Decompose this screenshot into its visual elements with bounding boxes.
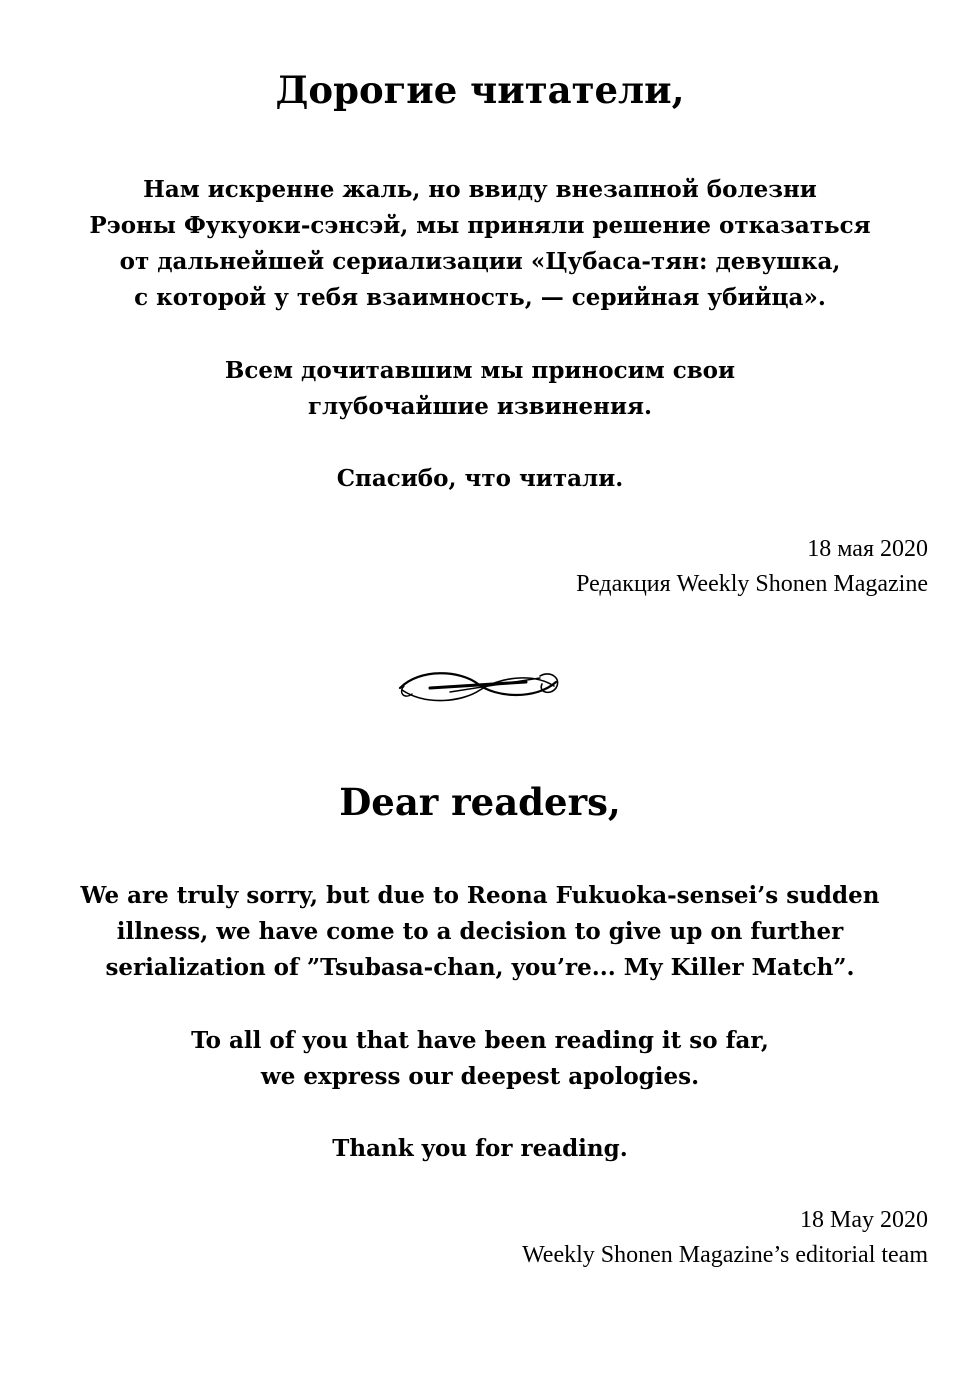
flourish-divider-icon: [390, 660, 566, 714]
en-paragraph-2-line: we express our deepest apologies.: [260, 1063, 700, 1090]
en-paragraph-1-line: serialization of ”Tsubasa-chan, you’re... My Killer Match”.: [105, 954, 855, 981]
en-paragraph-1-line: illness, we have come to a decision to give up on further: [116, 918, 844, 945]
en-paragraph-3-line: Thank you for reading.: [332, 1135, 628, 1162]
ru-paragraph-3-line: Спасибо, что читали.: [336, 465, 624, 492]
en-title: Dear readers,: [339, 780, 621, 824]
ru-title: Дорогие читатели,: [275, 68, 685, 112]
en-paragraph-1-line: We are truly sorry, but due to Reona Fukuoka-sensei’s sudden: [80, 882, 880, 909]
ru-paragraph-1-line: с которой у тебя взаимность, — серийная убийца».: [134, 284, 826, 311]
ru-signature-block: [576, 532, 928, 602]
en-paragraph-2-line: To all of you that have been reading it so far,: [191, 1027, 769, 1054]
en-date: 18 May 2020: [800, 1207, 928, 1233]
ru-paragraph-1: [40, 172, 920, 316]
ru-signature: Редакция Weekly Shonen Magazine: [576, 571, 928, 597]
ru-paragraph-1-line: от дальнейшей сериализации «Цубаса-тян: девушка,: [119, 248, 841, 275]
en-signature: Weekly Shonen Magazine’s editorial team: [522, 1242, 928, 1268]
en-signature-block: [522, 1203, 928, 1273]
en-paragraph-3: [40, 1131, 920, 1167]
ru-paragraph-2-line: глубочайшие извинения.: [307, 393, 653, 420]
ru-paragraph-1-line: Рэоны Фукуоки-сэнсэй, мы приняли решение отказаться: [89, 212, 871, 239]
ru-paragraph-2-line: Всем дочитавшим мы приносим свои: [224, 357, 736, 384]
en-paragraph-1: [40, 878, 920, 986]
ru-paragraph-2: [40, 353, 920, 425]
en-paragraph-2: [40, 1023, 920, 1095]
ru-paragraph-1-line: Нам искренне жаль, но ввиду внезапной болезни: [143, 176, 817, 203]
ru-date: 18 мая 2020: [807, 536, 928, 562]
ru-paragraph-3: [40, 461, 920, 497]
